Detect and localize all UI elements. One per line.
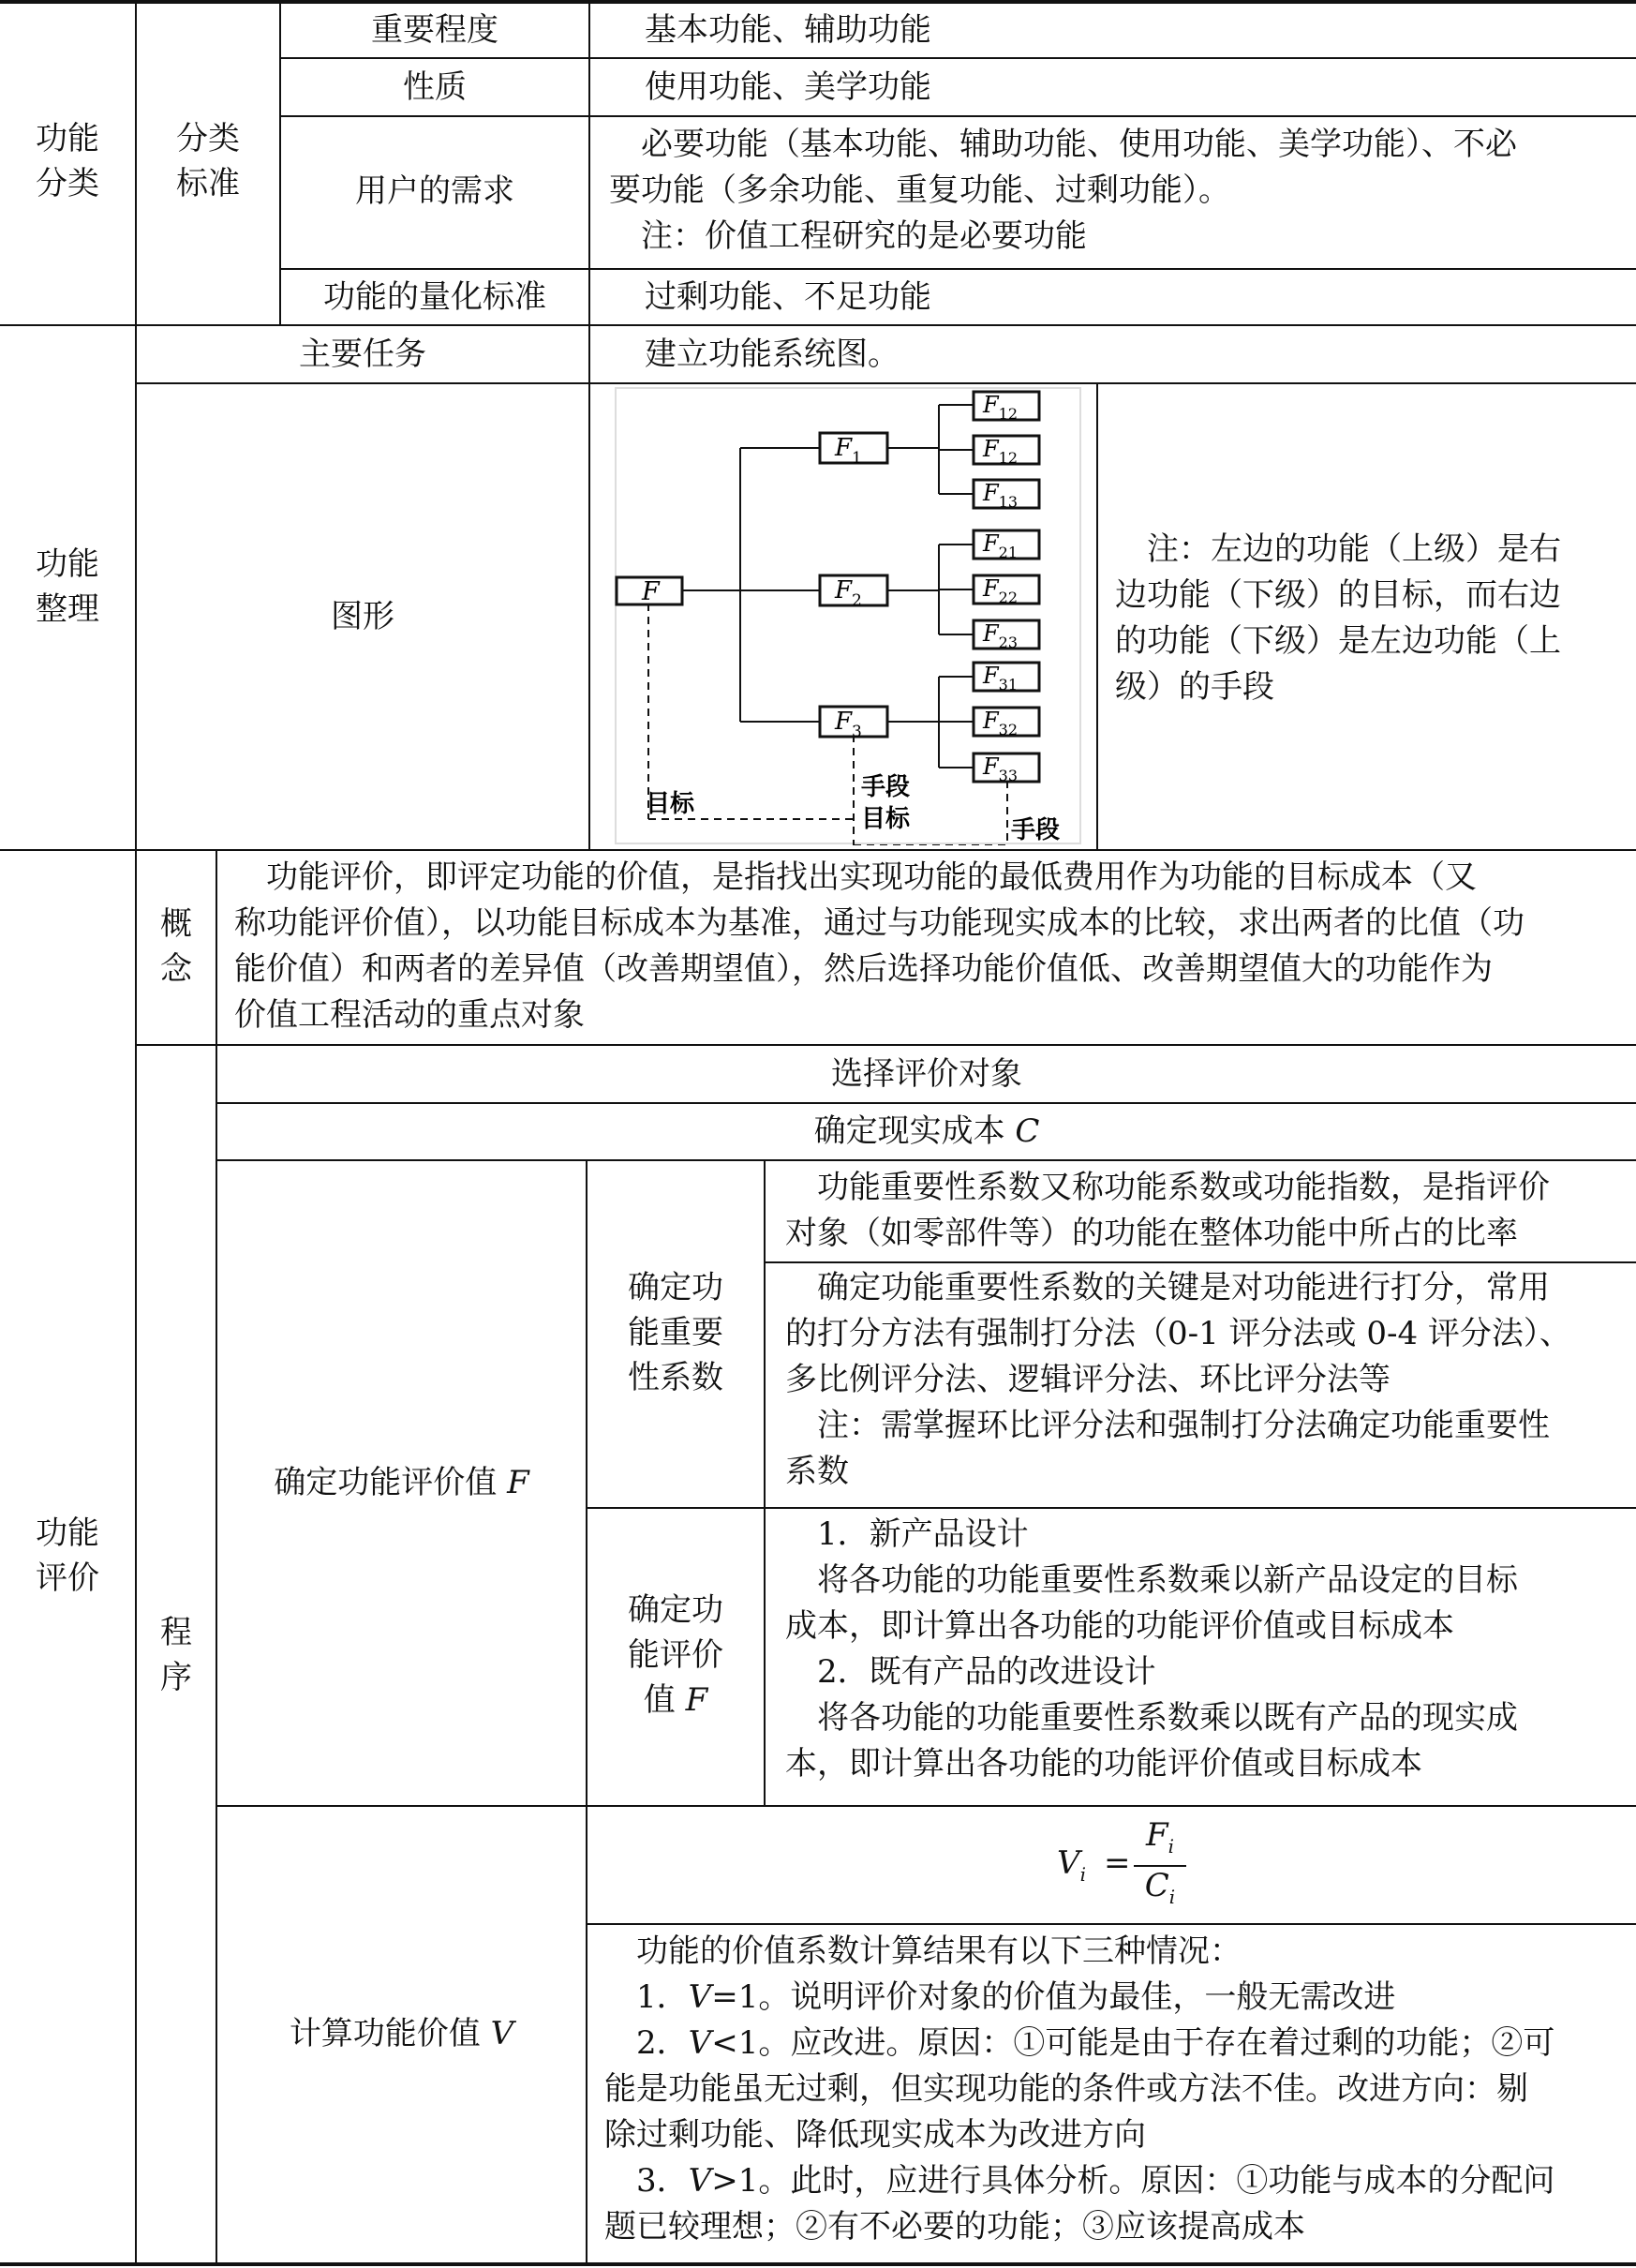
svg-text:F3: $F_3$	[835, 708, 862, 741]
evaluation-value-text: 1．新产品设计 将各功能的功能重要性系数乘以新产品设定的目标 成本，即计算出各功能的功能评价值或目标成本 2．既有产品的改进设计 将各功能的功能重要性系数乘以既有产品的现实成 本，即计算出各功能的功能评价值或目标成本	[785, 1515, 1518, 1783]
diagram-node-l2-2	[974, 436, 1039, 467]
diagram-node-l2-7	[974, 663, 1039, 694]
diagram-node-l2-3	[974, 480, 1039, 511]
task-text: 建立功能系统图。	[645, 336, 900, 373]
svg-text:F12: $F_{12}$	[983, 436, 1019, 467]
svg-text:F22: $F_{22}$	[983, 575, 1019, 606]
diagram-label-means-mid: 手段	[861, 773, 911, 801]
task-label: 主要任务	[299, 336, 426, 373]
svg-text:F: F	[642, 577, 660, 606]
section-label-arrangement: 功能 整理	[36, 545, 99, 628]
importance-definition: 功能重要性系数又称功能系数或功能指数，是指评价 对象（如零部件等）的功能在整体功能中所占的比率	[785, 1169, 1550, 1252]
figure-label: 图形	[331, 598, 394, 635]
importance-coefficient-label: 确定功 能重要 性系数	[628, 1269, 723, 1396]
criterion-quantification: 功能的量化标准	[323, 278, 546, 316]
diagram-node-l2-5	[974, 575, 1039, 606]
svg-text:F1: $F_1$	[835, 434, 862, 468]
svg-text:F12: $F_{12}$	[983, 392, 1019, 423]
value-results: 功能的价值系数计算结果有以下三种情况： 1．V=1。说明评价对象的价值为最佳，一般无需改进 2．V<1。应改进。原因：①可能是由于存在着过剩的功能；②可 能是功能虽无过剩，但实现功能的条件或方法不佳。改进方向：剔 除过剩功能、降低现实成本为改进方向 3．V>1。此时，应进行具体分析。原因：①功能与成本的分配问 题已较理想；②有不必要的功能；③应该提高成本	[604, 1932, 1555, 2246]
types-importance: 基本功能、辅助功能	[645, 11, 931, 49]
types-user-needs: 必要功能（基本功能、辅助功能、使用功能、美学功能）、不必 要功能（多余功能、重复功能、过剩功能）。 注：价值工程研究的是必要功能	[609, 126, 1517, 255]
function-system-diagram	[614, 386, 1082, 845]
types-quantification: 过剩功能、不足功能	[645, 278, 931, 316]
svg-text:F23: $F_{23}$	[983, 620, 1019, 651]
step-actual-cost: 确定现实成本 C	[813, 1112, 1040, 1150]
section-label-evaluation: 功能 评价	[36, 1514, 99, 1597]
concept-label: 概 念	[160, 905, 192, 988]
diagram-node-l2-1	[974, 392, 1039, 423]
procedure-label: 程 序	[160, 1614, 192, 1696]
diagram-label-goal-left: 目标	[646, 790, 695, 818]
svg-text:F32: $F_{32}$	[983, 708, 1019, 739]
section-label-classification: 功能 分类	[36, 120, 99, 202]
importance-methods: 确定功能重要性系数的关键是对功能进行打分，常用 的打分方法有强制打分法（0-1 评分法或 0-4 评分法）、 多比例评分法、逻辑评分法、环比评分法等 注：需掌握环比评分法和强制打分法确定功能重要性 系数	[785, 1269, 1571, 1490]
svg-text:F13: $F_{13}$	[983, 480, 1019, 511]
types-nature: 使用功能、美学功能	[645, 68, 931, 106]
criterion-user-needs: 用户的需求	[355, 172, 514, 210]
step-function-value: 计算功能价值 V	[289, 2015, 514, 2052]
criterion-nature: 性质	[403, 68, 467, 106]
diagram-node-l2-9	[974, 754, 1039, 784]
svg-text:F33: $F_{33}$	[983, 754, 1019, 784]
evaluation-value-label: 确定功 能评价 值 F	[628, 1591, 723, 1719]
diagram-node-l1-2	[820, 575, 887, 610]
diagram-node-l2-8	[974, 708, 1039, 739]
svg-text:F31: $F_{31}$	[983, 663, 1019, 694]
criterion-importance: 重要程度	[371, 11, 498, 49]
diagram-node-root	[617, 577, 682, 606]
arrangement-note: 注：左边的功能（上级）是右 边功能（下级）的目标，而右边 的功能（下级）是左边功能（上 级）的手段	[1115, 530, 1561, 706]
diagram-node-l1-3	[820, 707, 887, 741]
diagram-node-l1-1	[820, 433, 887, 468]
svg-text:F21: $F_{21}$	[983, 530, 1019, 561]
diagram-label-means-right: 手段	[1011, 816, 1061, 844]
step-select-object: 选择评价对象	[831, 1055, 1022, 1093]
diagram-node-l2-4	[974, 530, 1039, 561]
diagram-node-l2-6	[974, 620, 1039, 651]
criteria-label: 分类 标准	[176, 120, 240, 202]
diagram-label-goal-mid: 目标	[861, 805, 911, 833]
svg-text:F2: $F_2$	[835, 576, 862, 610]
step-evaluation-value: 确定功能评价值 F	[274, 1464, 529, 1501]
concept-text: 功能评价，即评定功能的价值，是指找出实现功能的最低费用作为功能的目标成本（又 称功能评价值），以功能目标成本为基准，通过与功能现实成本的比较，求出两者的比值（功 能价值）和两者的差异值（改善期望值），然后选择功能价值低、改善期望值大的功能作为 价值工程活动的重点对象	[234, 858, 1524, 1034]
